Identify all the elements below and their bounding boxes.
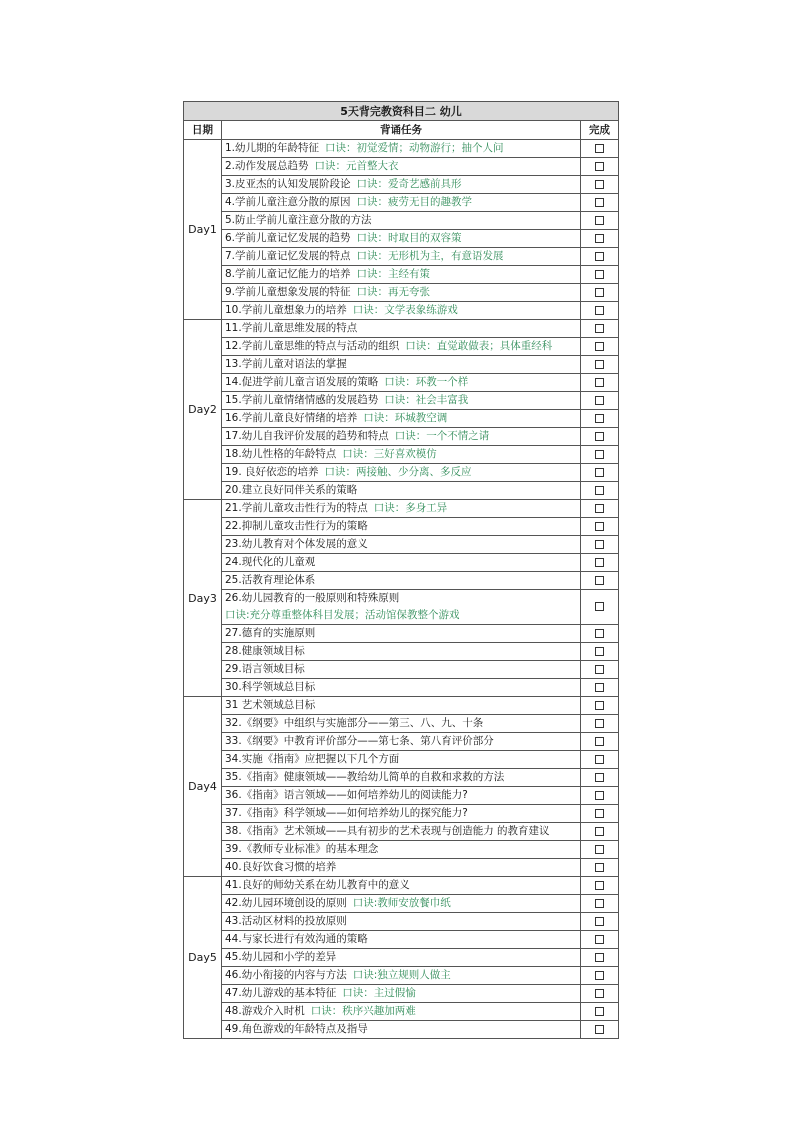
checkbox-icon[interactable] bbox=[595, 917, 604, 926]
task-text: 23.幼儿教育对个体发展的意义 bbox=[225, 538, 368, 550]
task-cell bbox=[222, 212, 581, 230]
done-cell[interactable] bbox=[581, 158, 619, 176]
task-mnemonic: 口诀：初觉爱情；动物游行；抽个人问 bbox=[325, 142, 504, 154]
task-cell bbox=[222, 769, 581, 787]
task-mnemonic: 口诀:充分尊重整体科目发展；活动馆保教整个游戏 bbox=[225, 609, 460, 621]
done-cell[interactable] bbox=[581, 859, 619, 877]
task-cell bbox=[222, 410, 581, 428]
task-text: 3.皮亚杰的认知发展阶段论 bbox=[225, 178, 351, 190]
done-cell[interactable] bbox=[581, 625, 619, 643]
done-cell[interactable] bbox=[581, 805, 619, 823]
table-row bbox=[184, 931, 619, 949]
task-text: 30.科学领域总目标 bbox=[225, 681, 316, 693]
task-text: 8.学前儿童记忆能力的培养 bbox=[225, 268, 351, 280]
checkbox-icon[interactable] bbox=[595, 306, 604, 315]
done-cell[interactable] bbox=[581, 392, 619, 410]
table-row bbox=[184, 428, 619, 446]
table-row bbox=[184, 356, 619, 374]
task-mnemonic: 口诀:独立规则人做主 bbox=[352, 969, 451, 981]
done-cell[interactable] bbox=[581, 356, 619, 374]
table-row bbox=[184, 248, 619, 266]
checkbox-icon[interactable] bbox=[595, 953, 604, 962]
task-cell bbox=[222, 697, 581, 715]
task-mnemonic: 口诀:教师安放餐巾纸 bbox=[352, 897, 451, 909]
task-cell bbox=[222, 949, 581, 967]
table-row bbox=[184, 266, 619, 284]
done-cell[interactable] bbox=[581, 140, 619, 158]
task-text: 22.抑制儿童攻击性行为的策略 bbox=[225, 520, 368, 532]
done-cell[interactable] bbox=[581, 715, 619, 733]
checkbox-icon[interactable] bbox=[595, 773, 604, 782]
done-cell[interactable] bbox=[581, 697, 619, 715]
done-cell[interactable] bbox=[581, 572, 619, 590]
checkbox-icon[interactable] bbox=[595, 234, 604, 243]
table-row bbox=[184, 805, 619, 823]
task-cell bbox=[222, 1003, 581, 1021]
task-text: 33.《纲要》中教育评价部分——第七条、第八育评价部分 bbox=[225, 735, 494, 747]
checkbox-icon[interactable] bbox=[595, 468, 604, 477]
done-cell[interactable] bbox=[581, 1003, 619, 1021]
task-cell bbox=[222, 554, 581, 572]
task-cell bbox=[222, 482, 581, 500]
checkbox-icon[interactable] bbox=[595, 881, 604, 890]
task-mnemonic: 口诀：直觉敢做表；具体重经科 bbox=[405, 340, 553, 352]
study-plan-sheet bbox=[183, 101, 618, 1039]
task-mnemonic: 口诀：疲劳无目的趣教学 bbox=[356, 196, 473, 208]
checkbox-icon[interactable] bbox=[595, 144, 604, 153]
task-mnemonic: 口诀：再无夸张 bbox=[356, 286, 431, 298]
table-row bbox=[184, 284, 619, 302]
task-mnemonic: 口诀：爱奇艺感前具形 bbox=[356, 178, 462, 190]
table-row bbox=[184, 536, 619, 554]
task-cell bbox=[222, 176, 581, 194]
task-cell bbox=[222, 877, 581, 895]
task-cell bbox=[222, 967, 581, 985]
table-row bbox=[184, 625, 619, 643]
table-row bbox=[184, 230, 619, 248]
header-day: 日期 bbox=[184, 121, 222, 140]
table-row bbox=[184, 823, 619, 841]
task-text: 21.学前儿童攻击性行为的特点 bbox=[225, 502, 368, 514]
task-text: 28.健康领域目标 bbox=[225, 645, 305, 657]
task-text: 40.良好饮食习惯的培养 bbox=[225, 861, 337, 873]
task-text: 17.幼儿自我评价发展的趋势和特点 bbox=[225, 430, 389, 442]
table-row bbox=[184, 500, 619, 518]
checkbox-icon[interactable] bbox=[595, 665, 604, 674]
task-mnemonic: 口诀：多身工异 bbox=[373, 502, 448, 514]
table-row bbox=[184, 679, 619, 697]
task-cell bbox=[222, 266, 581, 284]
task-cell bbox=[222, 590, 581, 625]
done-cell[interactable] bbox=[581, 320, 619, 338]
done-cell[interactable] bbox=[581, 877, 619, 895]
done-cell[interactable] bbox=[581, 985, 619, 1003]
task-cell bbox=[222, 805, 581, 823]
done-cell[interactable] bbox=[581, 266, 619, 284]
done-cell[interactable] bbox=[581, 410, 619, 428]
task-cell bbox=[222, 500, 581, 518]
table-row bbox=[184, 158, 619, 176]
task-mnemonic: 口诀：文学表象练游戏 bbox=[352, 304, 458, 316]
table-row bbox=[184, 841, 619, 859]
task-text: 19. 良好依恋的培养 bbox=[225, 466, 319, 478]
task-cell bbox=[222, 248, 581, 266]
checkbox-icon[interactable] bbox=[595, 737, 604, 746]
table-row bbox=[184, 1003, 619, 1021]
checkbox-icon[interactable] bbox=[595, 576, 604, 585]
table-row bbox=[184, 733, 619, 751]
task-text: 2.动作发展总趋势 bbox=[225, 160, 309, 172]
checkbox-icon[interactable] bbox=[595, 935, 604, 944]
task-cell bbox=[222, 715, 581, 733]
checkbox-icon[interactable] bbox=[595, 324, 604, 333]
task-cell bbox=[222, 985, 581, 1003]
table-row bbox=[184, 715, 619, 733]
done-cell[interactable] bbox=[581, 446, 619, 464]
task-mnemonic: 口诀：无形机为主，有意语发展 bbox=[356, 250, 504, 262]
checkbox-icon[interactable] bbox=[595, 414, 604, 423]
task-text: 29.语言领域目标 bbox=[225, 663, 305, 675]
table-header-row bbox=[184, 121, 619, 140]
done-cell[interactable] bbox=[581, 464, 619, 482]
task-cell bbox=[222, 661, 581, 679]
table-row bbox=[184, 572, 619, 590]
task-mnemonic: 口诀：社会丰富我 bbox=[384, 394, 469, 406]
table-row bbox=[184, 302, 619, 320]
task-text: 10.学前儿童想象力的培养 bbox=[225, 304, 347, 316]
task-cell bbox=[222, 572, 581, 590]
done-cell[interactable] bbox=[581, 787, 619, 805]
done-cell[interactable] bbox=[581, 374, 619, 392]
table-row bbox=[184, 877, 619, 895]
checkbox-icon[interactable] bbox=[595, 396, 604, 405]
task-mnemonic: 口诀：一个不情之请 bbox=[394, 430, 490, 442]
table-row bbox=[184, 643, 619, 661]
table-row bbox=[184, 194, 619, 212]
task-cell bbox=[222, 751, 581, 769]
checkbox-icon[interactable] bbox=[595, 899, 604, 908]
checkbox-icon[interactable] bbox=[595, 198, 604, 207]
task-mnemonic: 口诀：秩序兴趣加两难 bbox=[310, 1005, 416, 1017]
checkbox-icon[interactable] bbox=[595, 216, 604, 225]
task-cell bbox=[222, 643, 581, 661]
task-cell bbox=[222, 518, 581, 536]
task-text: 12.学前儿童思维的特点与活动的组织 bbox=[225, 340, 400, 352]
table-body bbox=[184, 140, 619, 1039]
checkbox-icon[interactable] bbox=[595, 719, 604, 728]
task-cell bbox=[222, 284, 581, 302]
table-row bbox=[184, 1021, 619, 1039]
task-text: 37.《指南》科学领域——如何培养幼儿的探究能力? bbox=[225, 807, 468, 819]
done-cell[interactable] bbox=[581, 643, 619, 661]
task-cell bbox=[222, 464, 581, 482]
table-row bbox=[184, 446, 619, 464]
done-cell[interactable] bbox=[581, 284, 619, 302]
checkbox-icon[interactable] bbox=[595, 486, 604, 495]
task-cell bbox=[222, 1021, 581, 1039]
task-cell bbox=[222, 446, 581, 464]
table-row bbox=[184, 176, 619, 194]
done-cell[interactable] bbox=[581, 661, 619, 679]
task-text: 43.活动区材料的投放原则 bbox=[225, 915, 347, 927]
checkbox-icon[interactable] bbox=[595, 971, 604, 980]
task-cell bbox=[222, 194, 581, 212]
task-cell bbox=[222, 140, 581, 158]
task-text: 18.幼儿性格的年龄特点 bbox=[225, 448, 337, 460]
checkbox-icon[interactable] bbox=[595, 1025, 604, 1034]
task-text: 48.游戏介入时机 bbox=[225, 1005, 305, 1017]
table-title: 5天背完教资科目二 幼儿 bbox=[184, 102, 619, 121]
done-cell[interactable] bbox=[581, 751, 619, 769]
checkbox-icon[interactable] bbox=[595, 432, 604, 441]
done-cell[interactable] bbox=[581, 823, 619, 841]
checkbox-icon[interactable] bbox=[595, 342, 604, 351]
table-row bbox=[184, 661, 619, 679]
done-cell[interactable] bbox=[581, 733, 619, 751]
checkbox-icon[interactable] bbox=[595, 270, 604, 279]
day-label: Day1 bbox=[184, 140, 222, 320]
task-text: 25.活教育理论体系 bbox=[225, 574, 316, 586]
checkbox-icon[interactable] bbox=[595, 1007, 604, 1016]
done-cell[interactable] bbox=[581, 590, 619, 625]
task-text: 49.角色游戏的年龄特点及指导 bbox=[225, 1023, 368, 1035]
task-text: 35.《指南》健康领域——教给幼儿简单的自救和求救的方法 bbox=[225, 771, 505, 783]
table-row bbox=[184, 464, 619, 482]
table-row bbox=[184, 751, 619, 769]
done-cell[interactable] bbox=[581, 1021, 619, 1039]
checkbox-icon[interactable] bbox=[595, 522, 604, 531]
done-cell[interactable] bbox=[581, 679, 619, 697]
checkbox-icon[interactable] bbox=[595, 450, 604, 459]
task-text: 24.现代化的儿童观 bbox=[225, 556, 316, 568]
checkbox-icon[interactable] bbox=[595, 378, 604, 387]
task-cell bbox=[222, 859, 581, 877]
checkbox-icon[interactable] bbox=[595, 162, 604, 171]
task-mnemonic: 口诀：环教一个样 bbox=[384, 376, 469, 388]
task-cell bbox=[222, 733, 581, 751]
task-text: 5.防止学前儿童注意分散的方法 bbox=[225, 214, 372, 226]
task-text: 9.学前儿童想象发展的特征 bbox=[225, 286, 351, 298]
task-cell bbox=[222, 787, 581, 805]
done-cell[interactable] bbox=[581, 248, 619, 266]
checkbox-icon[interactable] bbox=[595, 755, 604, 764]
table-row bbox=[184, 554, 619, 572]
task-mnemonic: 口诀：主过假愉 bbox=[342, 987, 416, 999]
table-row bbox=[184, 967, 619, 985]
checkbox-icon[interactable] bbox=[595, 252, 604, 261]
done-cell[interactable] bbox=[581, 931, 619, 949]
task-text: 41.良好的师幼关系在幼儿教育中的意义 bbox=[225, 879, 410, 891]
task-cell bbox=[222, 392, 581, 410]
done-cell[interactable] bbox=[581, 967, 619, 985]
checkbox-icon[interactable] bbox=[595, 602, 604, 611]
task-text: 39.《教师专业标准》的基本理念 bbox=[225, 843, 379, 855]
table-row bbox=[184, 859, 619, 877]
checkbox-icon[interactable] bbox=[595, 863, 604, 872]
table-title-row bbox=[184, 102, 619, 121]
done-cell[interactable] bbox=[581, 176, 619, 194]
task-cell bbox=[222, 320, 581, 338]
table-row bbox=[184, 697, 619, 715]
done-cell[interactable] bbox=[581, 428, 619, 446]
task-cell bbox=[222, 536, 581, 554]
checkbox-icon[interactable] bbox=[595, 629, 604, 638]
table-row bbox=[184, 338, 619, 356]
table-row bbox=[184, 913, 619, 931]
task-text: 15.学前儿童情绪情感的发展趋势 bbox=[225, 394, 379, 406]
task-mnemonic: 口诀：元首整大衣 bbox=[314, 160, 399, 172]
header-task: 背诵任务 bbox=[222, 121, 581, 140]
day-label: Day2 bbox=[184, 320, 222, 500]
table-row bbox=[184, 320, 619, 338]
task-text: 20.建立良好同伴关系的策略 bbox=[225, 484, 358, 496]
checkbox-icon[interactable] bbox=[595, 558, 604, 567]
checkbox-icon[interactable] bbox=[595, 701, 604, 710]
done-cell[interactable] bbox=[581, 769, 619, 787]
done-cell[interactable] bbox=[581, 554, 619, 572]
table-row bbox=[184, 212, 619, 230]
task-text: 4.学前儿童注意分散的原因 bbox=[225, 196, 351, 208]
done-cell[interactable] bbox=[581, 230, 619, 248]
task-text: 13.学前儿童对语法的掌握 bbox=[225, 358, 347, 370]
table-row bbox=[184, 140, 619, 158]
task-cell bbox=[222, 302, 581, 320]
table-row bbox=[184, 482, 619, 500]
task-text: 45.幼儿园和小学的差异 bbox=[225, 951, 337, 963]
checkbox-icon[interactable] bbox=[595, 647, 604, 656]
done-cell[interactable] bbox=[581, 194, 619, 212]
done-cell[interactable] bbox=[581, 338, 619, 356]
table-row bbox=[184, 392, 619, 410]
task-cell bbox=[222, 428, 581, 446]
checkbox-icon[interactable] bbox=[595, 540, 604, 549]
checkbox-icon[interactable] bbox=[595, 180, 604, 189]
task-cell bbox=[222, 338, 581, 356]
checkbox-icon[interactable] bbox=[595, 360, 604, 369]
task-mnemonic: 口诀：两接触、少分离、多反应 bbox=[324, 466, 472, 478]
done-cell[interactable] bbox=[581, 302, 619, 320]
done-cell[interactable] bbox=[581, 518, 619, 536]
done-cell[interactable] bbox=[581, 536, 619, 554]
table-row bbox=[184, 590, 619, 625]
done-cell[interactable] bbox=[581, 212, 619, 230]
study-plan-table bbox=[183, 101, 619, 1039]
task-text: 34.实施《指南》应把握以下几个方面 bbox=[225, 753, 400, 765]
table-row bbox=[184, 769, 619, 787]
header-done: 完成 bbox=[581, 121, 619, 140]
task-cell bbox=[222, 679, 581, 697]
task-cell bbox=[222, 158, 581, 176]
task-text: 31 艺术领域总目标 bbox=[225, 699, 316, 711]
checkbox-icon[interactable] bbox=[595, 845, 604, 854]
task-text: 7.学前儿童记忆发展的特点 bbox=[225, 250, 351, 262]
task-cell bbox=[222, 230, 581, 248]
task-text: 14.促进学前儿童言语发展的策略 bbox=[225, 376, 379, 388]
task-cell bbox=[222, 374, 581, 392]
task-mnemonic: 口诀：环城教空调 bbox=[363, 412, 448, 424]
checkbox-icon[interactable] bbox=[595, 791, 604, 800]
task-cell bbox=[222, 895, 581, 913]
day-label: Day3 bbox=[184, 500, 222, 697]
task-text: 38.《指南》艺术领域——具有初步的艺术表现与创造能力 的教育建议 bbox=[225, 825, 550, 837]
task-text: 36.《指南》语言领域——如何培养幼儿的阅读能力? bbox=[225, 789, 468, 801]
task-text: 32.《纲要》中组织与实施部分——第三、八、九、十条 bbox=[225, 717, 484, 729]
done-cell[interactable] bbox=[581, 895, 619, 913]
table-row bbox=[184, 949, 619, 967]
table-row bbox=[184, 410, 619, 428]
task-text: 11.学前儿童思维发展的特点 bbox=[225, 322, 358, 334]
task-text: 44.与家长进行有效沟通的策略 bbox=[225, 933, 368, 945]
checkbox-icon[interactable] bbox=[595, 989, 604, 998]
task-cell bbox=[222, 931, 581, 949]
task-cell bbox=[222, 823, 581, 841]
task-mnemonic: 口诀：三好喜欢模仿 bbox=[342, 448, 437, 460]
task-text: 6.学前儿童记忆发展的趋势 bbox=[225, 232, 351, 244]
task-text: 46.幼小衔接的内容与方法 bbox=[225, 969, 347, 981]
task-text: 27.德育的实施原则 bbox=[225, 627, 316, 639]
task-cell bbox=[222, 841, 581, 859]
checkbox-icon[interactable] bbox=[595, 827, 604, 836]
table-row bbox=[184, 518, 619, 536]
task-text: 42.幼儿园环境创设的原则 bbox=[225, 897, 347, 909]
done-cell[interactable] bbox=[581, 913, 619, 931]
done-cell[interactable] bbox=[581, 482, 619, 500]
task-cell bbox=[222, 625, 581, 643]
done-cell[interactable] bbox=[581, 949, 619, 967]
task-cell bbox=[222, 356, 581, 374]
task-mnemonic: 口诀：时取目的双容策 bbox=[356, 232, 462, 244]
task-text: 16.学前儿童良好情绪的培养 bbox=[225, 412, 358, 424]
checkbox-icon[interactable] bbox=[595, 504, 604, 513]
task-cell bbox=[222, 913, 581, 931]
table-row bbox=[184, 985, 619, 1003]
table-row bbox=[184, 374, 619, 392]
table-row bbox=[184, 895, 619, 913]
done-cell[interactable] bbox=[581, 841, 619, 859]
day-label: Day4 bbox=[184, 697, 222, 877]
checkbox-icon[interactable] bbox=[595, 809, 604, 818]
checkbox-icon[interactable] bbox=[595, 288, 604, 297]
task-text: 1.幼儿期的年龄特征 bbox=[225, 142, 320, 154]
day-label: Day5 bbox=[184, 877, 222, 1039]
task-text: 26.幼儿园教育的一般原则和特殊原则 bbox=[225, 592, 400, 604]
table-row bbox=[184, 787, 619, 805]
task-mnemonic: 口诀：主经有策 bbox=[356, 268, 431, 280]
task-text: 47.幼儿游戏的基本特征 bbox=[225, 987, 337, 999]
checkbox-icon[interactable] bbox=[595, 683, 604, 692]
done-cell[interactable] bbox=[581, 500, 619, 518]
